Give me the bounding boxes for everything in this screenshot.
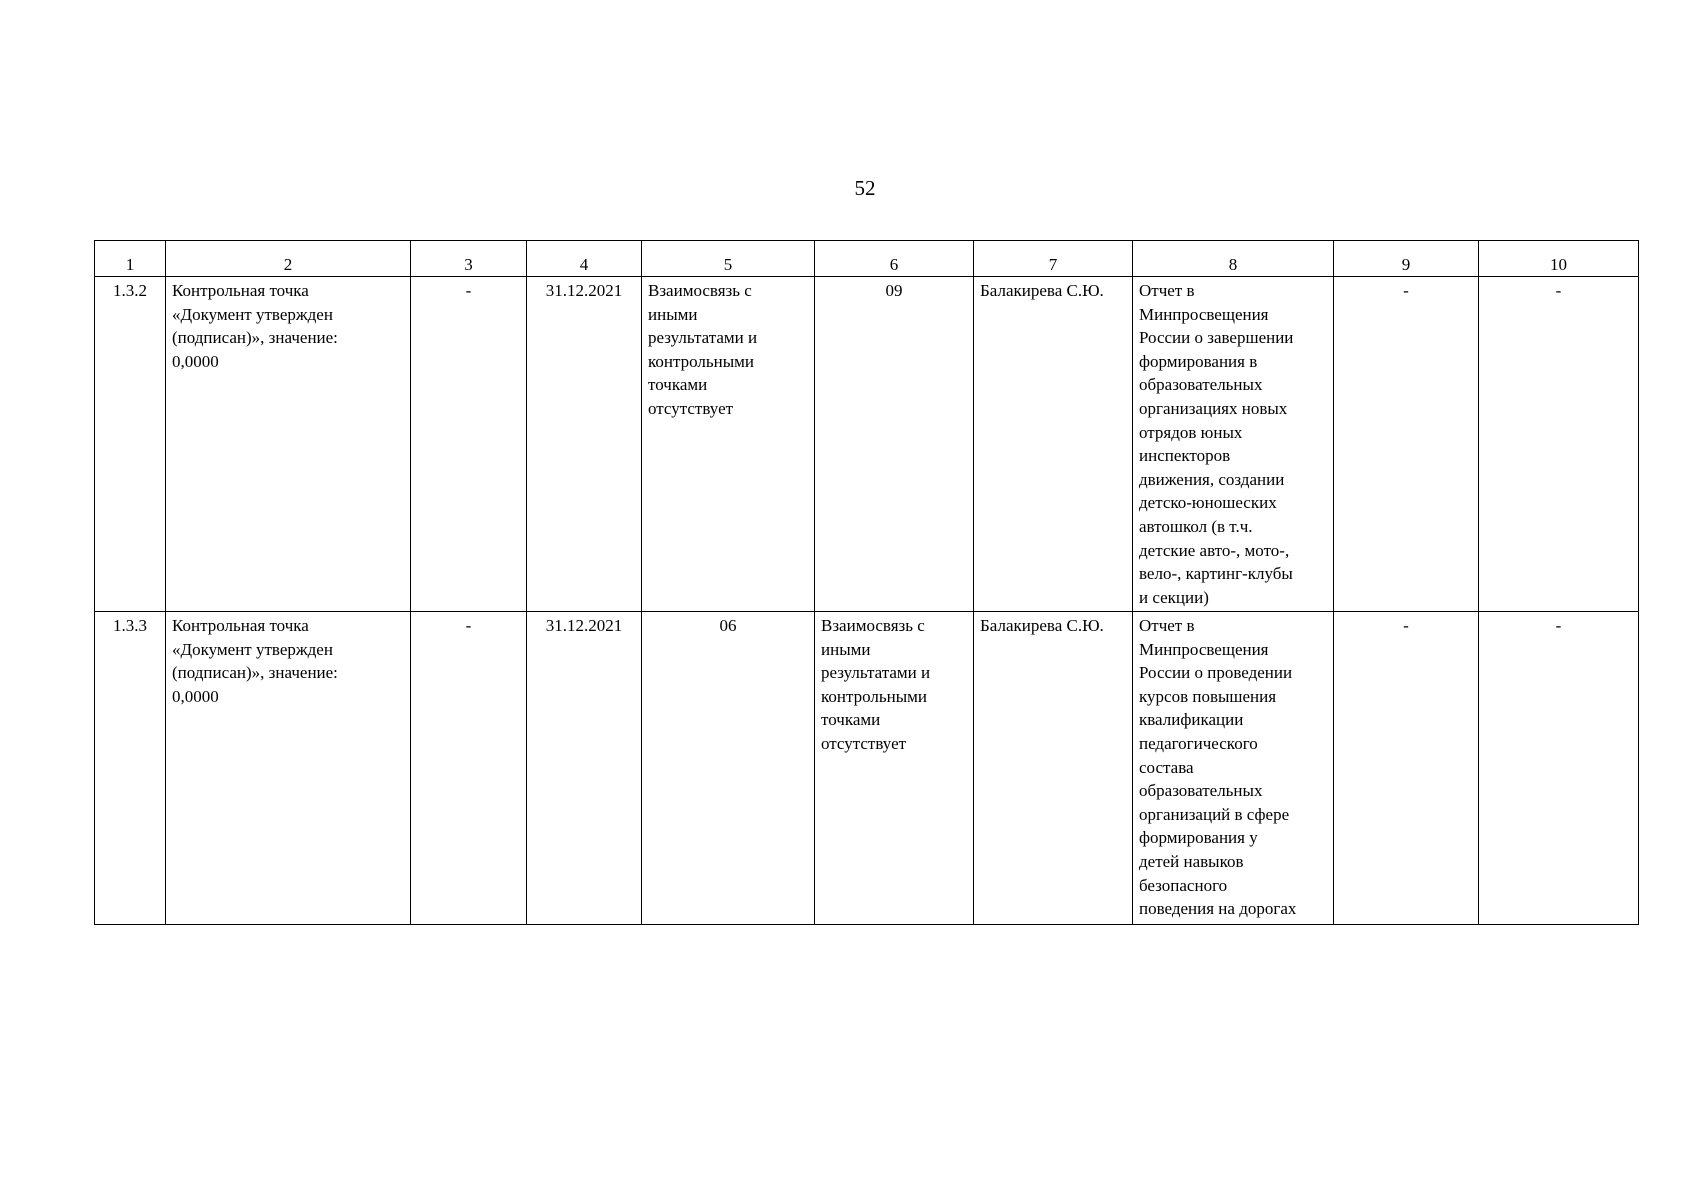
row-number-cell: 1.3.3 [95,612,166,925]
table-row [95,612,1639,925]
row-number-cell: 1.3.2 [95,277,166,612]
table-cell: - [411,612,527,925]
responsible-cell: Балакирева С.Ю. [974,612,1133,925]
report-cell: Отчет в Минпросвещения России о завершении формирования в образовательных организациях новых отрядов юных инспекторов движения, создании детско-юношеских автошкол (в т.ч. детские авто-, мото-, вело-, картинг-клубы и секции) [1133,277,1334,612]
column-header: 10 [1479,241,1639,277]
page-number: 52 [854,176,876,200]
table-cell: - [1479,612,1639,925]
report-cell: Отчет в Минпросвещения России о проведении курсов повышения квалификации педагогического состава образовательных организаций в сфере формирования у детей навыков безопасного поведения на дорогах [1133,612,1334,925]
table-cell: 06 [642,612,815,925]
date-cell: 31.12.2021 [527,277,642,612]
table-cell: - [1479,277,1639,612]
column-header: 3 [411,241,527,277]
column-header: 4 [527,241,642,277]
table-cell: Взаимосвязь с иными результатами и контрольными точками отсутствует [642,277,815,612]
column-header: 1 [95,241,166,277]
table-cell: - [1334,612,1479,925]
column-header: 9 [1334,241,1479,277]
column-header: 2 [166,241,411,277]
control-point-name-cell: Контрольная точка «Документ утвержден (подписан)», значение: 0,0000 [166,277,411,612]
date-cell: 31.12.2021 [527,612,642,925]
document-table [94,240,1639,925]
column-header: 7 [974,241,1133,277]
column-header: 5 [642,241,815,277]
responsible-cell: Балакирева С.Ю. [974,277,1133,612]
table-header-row [95,241,1639,277]
table-row [95,277,1639,612]
table-cell: - [411,277,527,612]
column-header: 6 [815,241,974,277]
table-cell: Взаимосвязь с иными результатами и контрольными точками отсутствует [815,612,974,925]
table-cell: - [1334,277,1479,612]
table-cell: 09 [815,277,974,612]
control-point-name-cell: Контрольная точка «Документ утвержден (подписан)», значение: 0,0000 [166,612,411,925]
column-header: 8 [1133,241,1334,277]
